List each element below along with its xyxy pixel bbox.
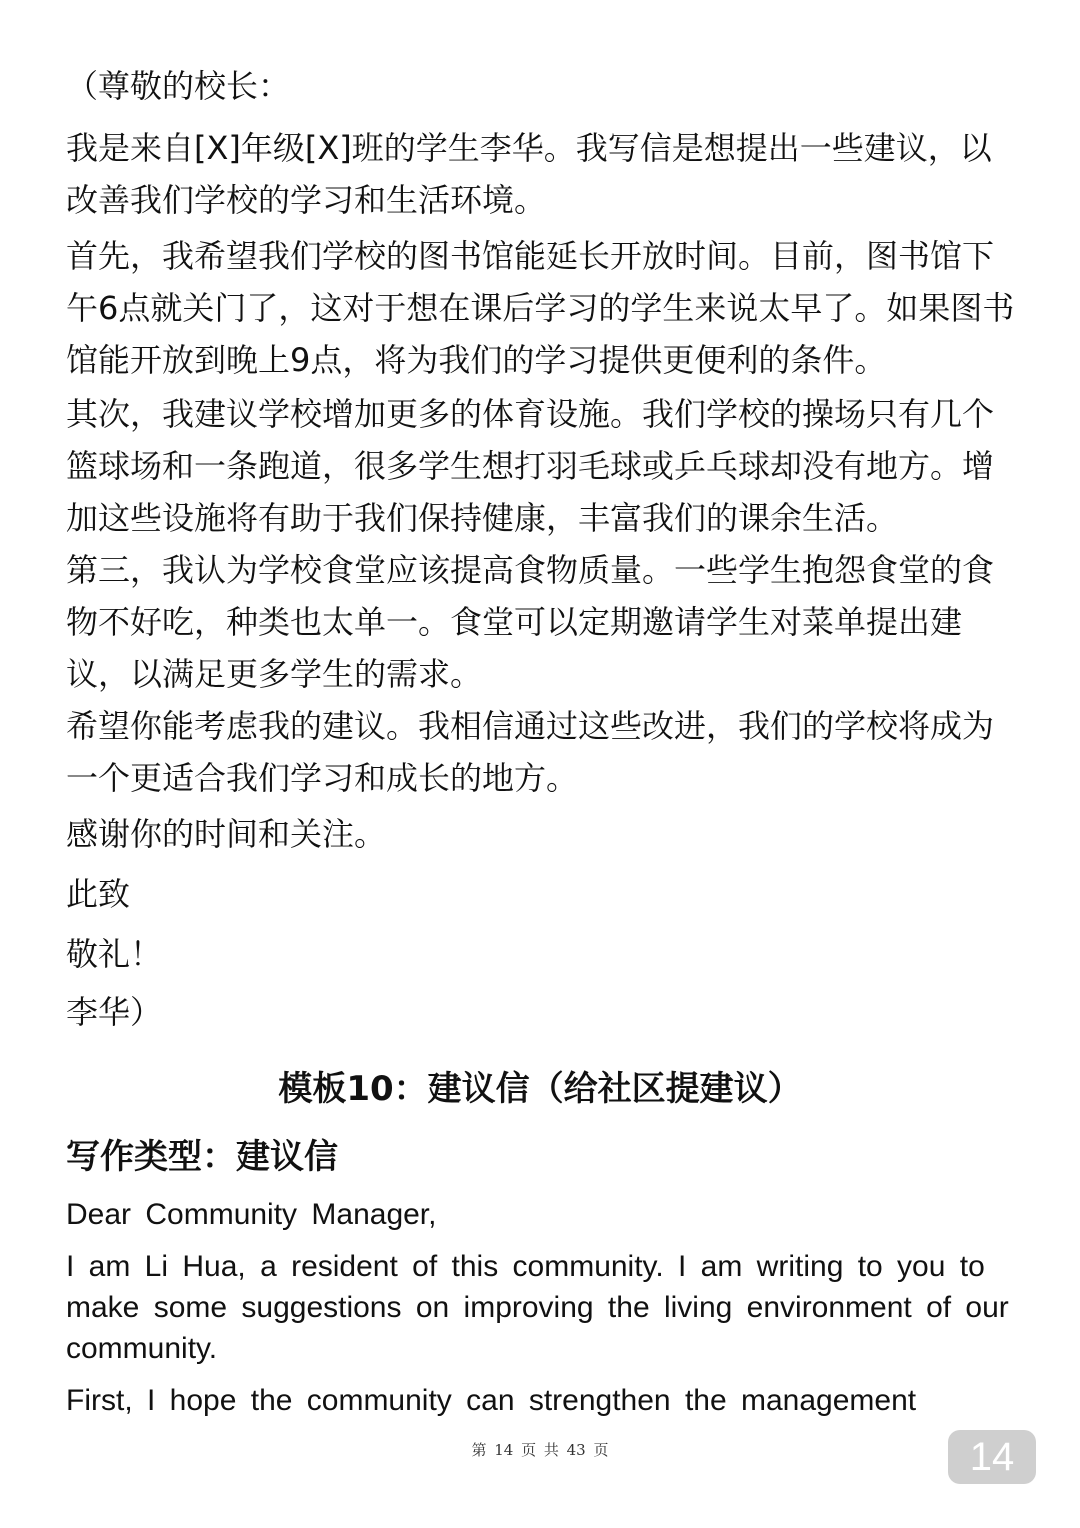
letter-signature: 李华） — [66, 993, 163, 1031]
page-footer-info: 第 14 页 共 43 页 — [471, 1441, 609, 1459]
letter-paragraph-canteen: 第三，我认为学校食堂应该提高食物质量。一些学生抱怨食堂的食物不好吃，种类也太单一。食堂可以定期邀请学生对菜单提出建议，以满足更多学生的需求。 — [66, 551, 995, 693]
letter-paragraph-hope: 希望你能考虑我的建议。我相信通过这些改进，我们的学校将成为一个更适合我们学习和成长的地方。 — [66, 707, 995, 797]
english-salutation: Dear Community Manager, — [66, 1198, 437, 1231]
letter-paragraph-library: 首先，我希望我们学校的图书馆能延长开放时间。目前，图书馆下午6点就关门了，这对于想在课后学习的学生来说太早了。如果图书馆能开放到晚上9点，将为我们的学习提供更便利的条件。 — [66, 237, 1015, 379]
template-title: 模板10：建议信（给社区提建议） — [278, 1069, 802, 1109]
letter-paragraph-intro: 我是来自[X]年级[X]班的学生李华。我写信是想提出一些建议，以改善我们学校的学习和生活环境。 — [66, 129, 992, 219]
english-paragraph-2: First, I hope the community can strengthen the management — [66, 1384, 917, 1417]
letter-closing-1: 此致 — [66, 875, 131, 913]
letter-closing-2: 敬礼！ — [66, 935, 163, 973]
letter-paragraph-sports: 其次，我建议学校增加更多的体育设施。我们学校的操场只有几个篮球场和一条跑道，很多学生想打羽毛球或乒乓球却没有地方。增加这些设施将有助于我们保持健康，丰富我们的课余生活。 — [66, 395, 995, 537]
english-paragraph-1: I am Li Hua, a resident of this community. I am writing to you to make some suggestions on improving the living environment of our community. — [66, 1250, 1009, 1365]
writing-type-label: 写作类型：建议信 — [66, 1137, 338, 1177]
letter-paragraph-thanks: 感谢你的时间和关注。 — [66, 815, 387, 853]
page-number-badge: 14 — [948, 1430, 1036, 1484]
letter-salutation: （尊敬的校长： — [66, 67, 291, 105]
